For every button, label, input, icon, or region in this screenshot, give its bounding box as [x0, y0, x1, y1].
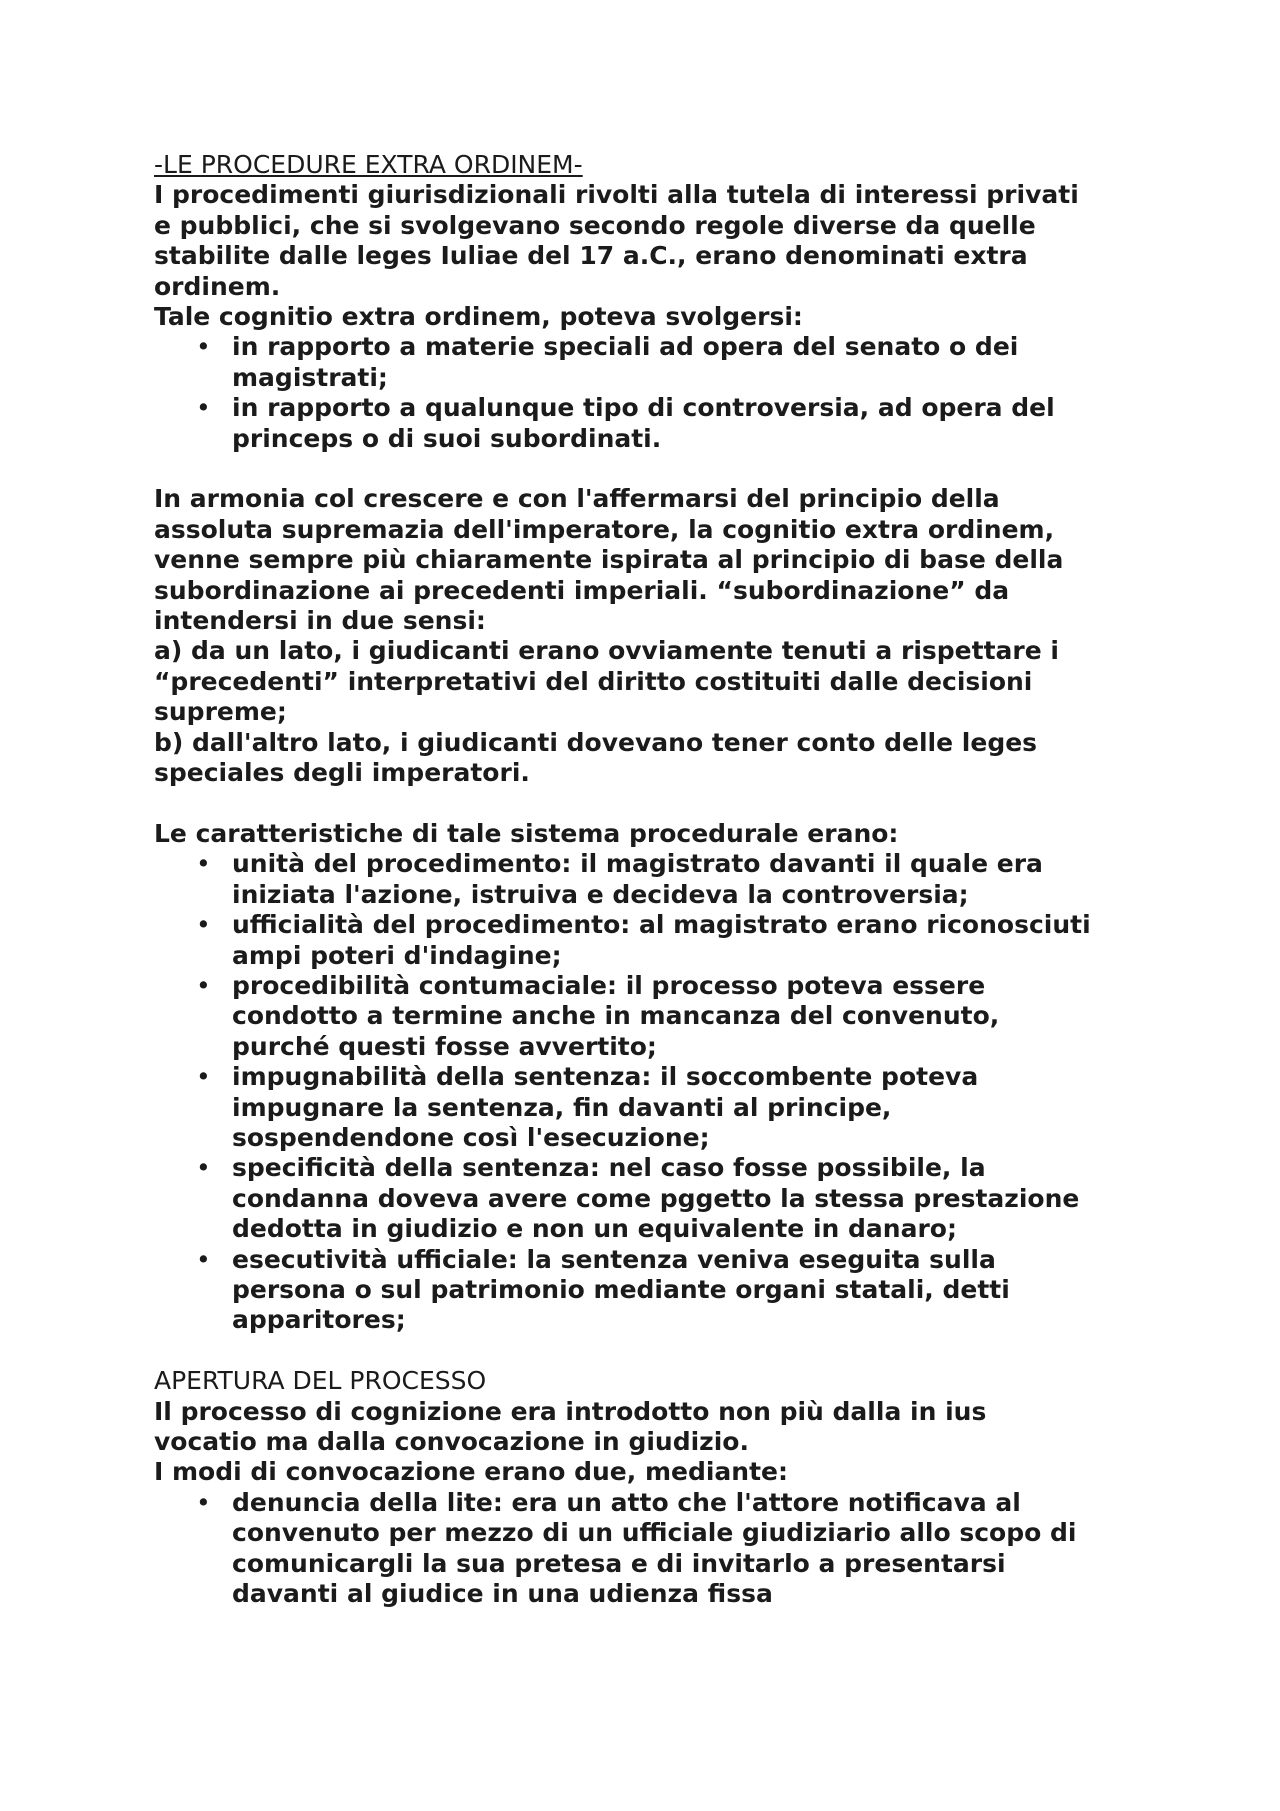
paragraph-apertura — [154, 1397, 1154, 1488]
list-item — [154, 393, 1154, 454]
bullet-list-caratteristiche — [154, 849, 1154, 1336]
paragraph-line: “precedenti” interpretativi del diritto costituiti dalle decisioni — [154, 666, 1033, 696]
paragraph-line: subordinazione ai precedenti imperiali. “subordinazione” da — [154, 575, 1010, 605]
list-item-text: comunicargli la sua pretesa e di invitarlo a presentarsi — [232, 1548, 1006, 1578]
intro-line: I procedimenti giurisdizionali rivolti alla tutela di interessi privati — [154, 180, 1079, 210]
list-item — [154, 849, 1154, 910]
bullet-icon: • — [196, 1062, 211, 1092]
paragraph-line: I modi di convocazione erano due, mediante: — [154, 1457, 788, 1487]
list-item-text: in rapporto a qualunque tipo di controversia, ad opera del — [232, 393, 1055, 423]
list-item — [154, 971, 1154, 1062]
paragraph-line: b) dall'altro lato, i giudicanti dovevano tener conto delle leges — [154, 727, 1038, 757]
list-item-text: denuncia della lite: era un atto che l'attore notificava al — [232, 1487, 1021, 1517]
list-item-text: esecutività ufficiale: la sentenza veniva eseguita sulla — [232, 1244, 996, 1274]
list-item — [154, 1062, 1154, 1153]
paragraph-line: In armonia col crescere e con l'affermarsi del principio della — [154, 484, 1000, 514]
list-item-text: unità del procedimento: il magistrato davanti il quale era — [232, 849, 1043, 879]
list-item-text: condanna doveva avere come pggetto la stessa prestazione — [232, 1183, 1080, 1213]
paragraph-line: Il processo di cognizione era introdotto non più dalla in ius — [154, 1396, 987, 1426]
list-item-text: sospendendone così l'esecuzione; — [232, 1122, 710, 1152]
paragraph-line: intendersi in due sensi: — [154, 606, 486, 636]
paragraph-line: vocatio ma dalla convocazione in giudizio. — [154, 1427, 749, 1457]
intro-line: stabilite dalle leges Iuliae del 17 a.C., erano denominati extra — [154, 241, 1028, 271]
list-item-text: princeps o di suoi subordinati. — [232, 423, 662, 453]
bullet-icon: • — [196, 1153, 211, 1183]
bullet-icon: • — [196, 849, 211, 879]
list-item-text: purché questi fosse avvertito; — [232, 1031, 657, 1061]
bullet-list-convocazione — [154, 1488, 1154, 1610]
intro-line: ordinem. — [154, 271, 281, 301]
list-item-text: apparitores; — [232, 1305, 406, 1335]
list-item-text: dedotta in giudizio e non un equivalente in danaro; — [232, 1214, 957, 1244]
section-heading-apertura: APERTURA DEL PROCESSO — [154, 1366, 487, 1396]
list-item — [154, 1488, 1154, 1610]
bullet-icon: • — [196, 332, 211, 362]
paragraph-line: assoluta supremazia dell'imperatore, la cognitio extra ordinem, — [154, 514, 1055, 544]
blank-line — [154, 789, 1154, 819]
intro-line: Tale cognitio extra ordinem, poteva svolgersi: — [154, 302, 803, 332]
bullet-icon: • — [196, 1244, 211, 1274]
list-item-text: in rapporto a materie speciali ad opera del senato o dei — [232, 332, 1019, 362]
paragraph-supremazia — [154, 484, 1154, 788]
list-item — [154, 1153, 1154, 1244]
blank-line — [154, 1336, 1154, 1366]
list-item-text: impugnabilità della sentenza: il soccombente poteva — [232, 1062, 979, 1092]
bullet-icon: • — [196, 910, 211, 940]
list-item-text: persona o sul patrimonio mediante organi statali, detti — [232, 1275, 1010, 1304]
blank-line — [154, 454, 1154, 484]
document-page — [154, 150, 1154, 1609]
bullet-icon: • — [196, 970, 211, 1000]
paragraph-line: supreme; — [154, 697, 287, 727]
bullet-icon: • — [196, 1487, 211, 1517]
list-item-text: ampi poteri d'indagine; — [232, 940, 562, 970]
list-item-text: procedibilità contumaciale: il processo poteva essere — [232, 970, 986, 1000]
list-item-text: magistrati; — [232, 362, 388, 392]
bullet-icon: • — [196, 393, 211, 423]
list-item-text: condotto a termine anche in mancanza del convenuto, — [232, 1001, 1000, 1031]
list-item-text: specificità della sentenza: nel caso fosse possibile, la — [232, 1153, 986, 1183]
list-item-text: davanti al giudice in una udienza fissa — [232, 1579, 773, 1609]
intro-line: e pubblici, che si svolgevano secondo regole diverse da quelle — [154, 210, 1036, 240]
paragraph-line: speciales degli imperatori. — [154, 758, 530, 788]
intro-paragraph — [154, 180, 1154, 332]
list-item-text: convenuto per mezzo di un ufficiale giudiziario allo scopo di — [232, 1518, 1077, 1548]
list-item — [154, 1245, 1154, 1336]
document-title: -LE PROCEDURE EXTRA ORDINEM- — [154, 150, 583, 179]
list-item-text: iniziata l'azione, istruiva e decideva la controversia; — [232, 879, 969, 909]
list-item-text: impugnare la sentenza, fin davanti al principe, — [232, 1092, 892, 1122]
paragraph-line: a) da un lato, i giudicanti erano ovviamente tenuti a rispettare i — [154, 636, 1059, 666]
paragraph-caratteristiche-intro: Le caratteristiche di tale sistema procedurale erano: — [154, 818, 899, 848]
list-item — [154, 332, 1154, 393]
paragraph-line: venne sempre più chiaramente ispirata al principio di base della — [154, 545, 1064, 575]
bullet-list-cognitio — [154, 332, 1154, 454]
list-item-text: ufficialità del procedimento: al magistrato erano riconosciuti — [232, 910, 1091, 940]
list-item — [154, 910, 1154, 971]
